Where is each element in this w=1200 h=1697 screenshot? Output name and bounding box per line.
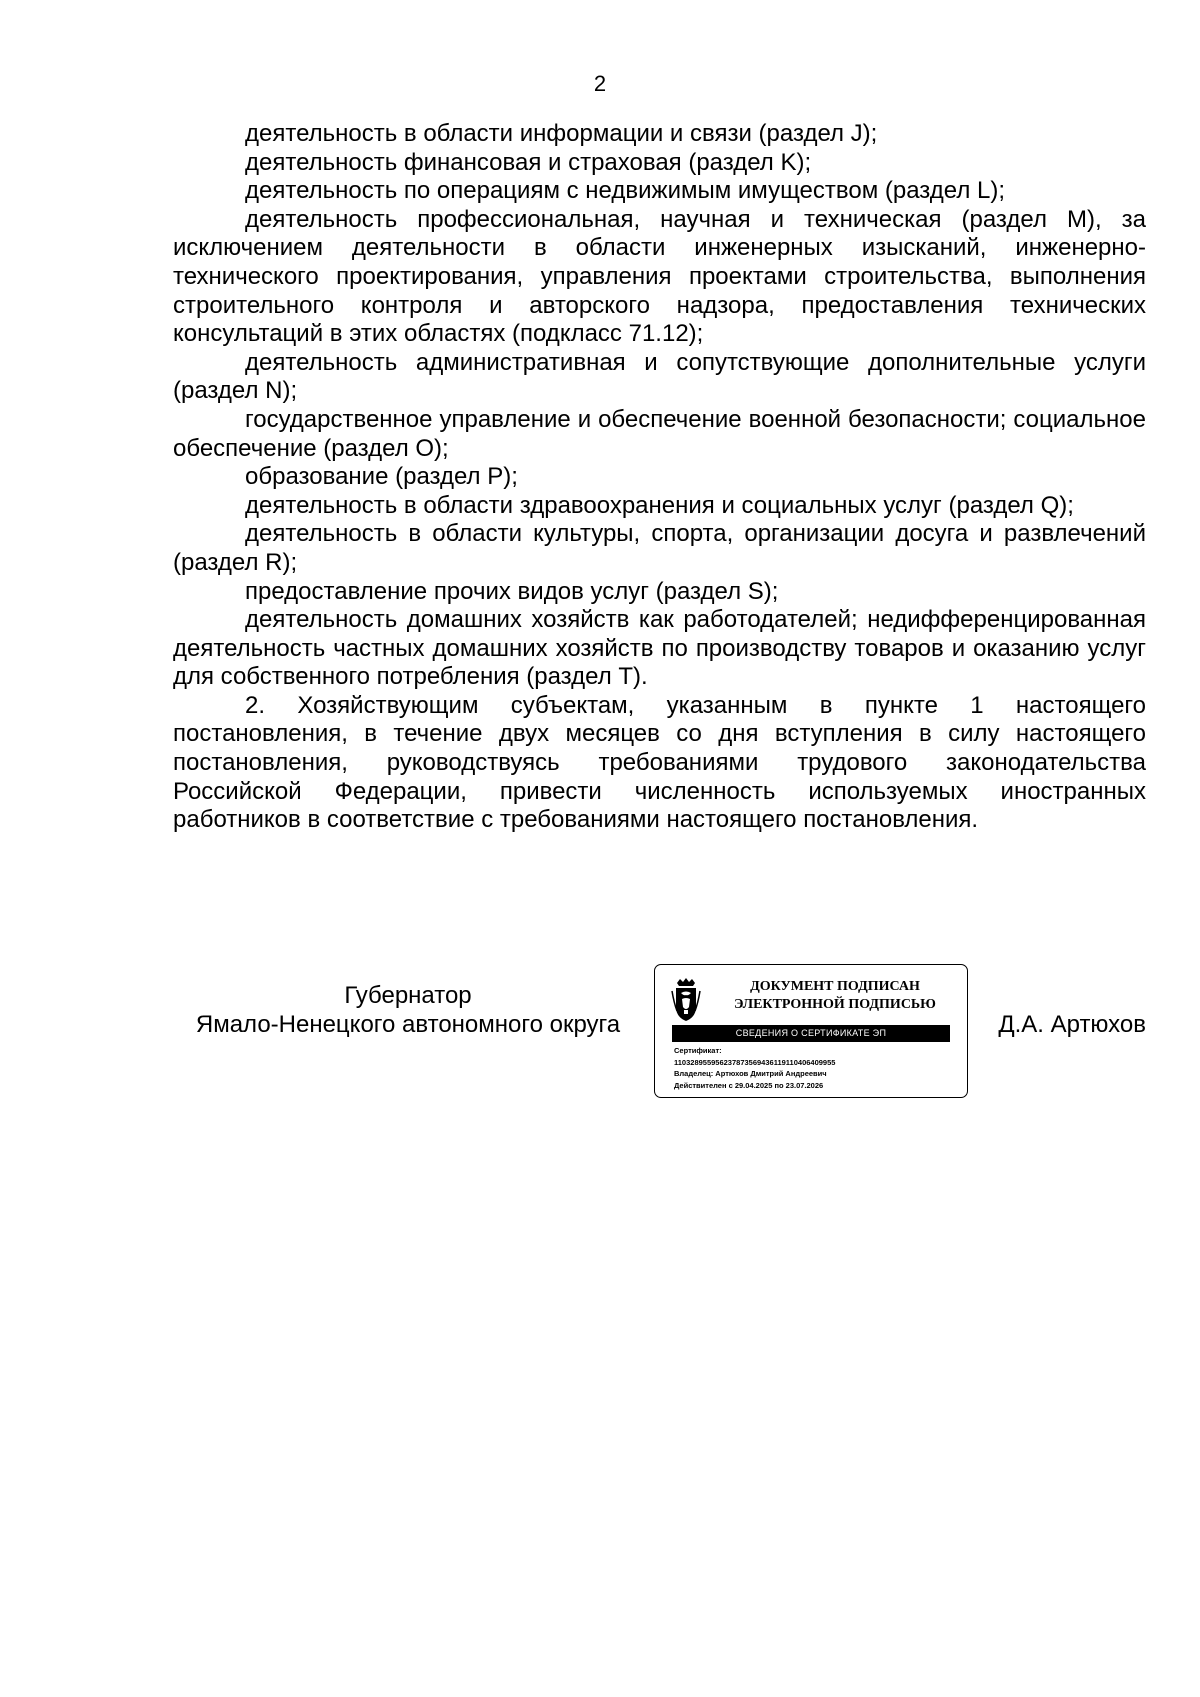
paragraph-section-t: деятельность домашних хозяйств как работодателей; недифференцированная деятельность частных домашних хозяйств по производству товаров и оказанию услуг для собственного потребления (раздел T). (173, 606, 1146, 691)
paragraph-section-s: предоставление прочих видов услуг (раздел S); (245, 577, 779, 605)
signature-block (173, 964, 1146, 1104)
yamal-coat-of-arms-icon (671, 977, 701, 1023)
paragraph-section-r: деятельность в области культуры, спорта, организации досуга и развлечений (раздел R); (173, 520, 1146, 576)
paragraph-section-j: деятельность в области информации и связи (раздел J); (245, 120, 878, 147)
document-body (173, 120, 1146, 835)
stamp-title (705, 978, 965, 1014)
paragraph-section-k: деятельность финансовая и страховая (раздел K); (245, 148, 812, 176)
paragraph-section-p: образование (раздел P); (245, 463, 518, 491)
certificate-owner: Владелец: Артюхов Дмитрий Андреевич (674, 1069, 827, 1078)
paragraph-section-q: деятельность в области здравоохранения и социальных услуг (раздел Q); (245, 491, 1074, 519)
paragraph-section-l: деятельность по операциям с недвижимым имуществом (раздел L); (245, 177, 1006, 205)
electronic-signature-stamp (654, 964, 968, 1098)
certificate-label: Сертификат: (674, 1046, 722, 1055)
paragraph-clause-2: 2. Хозяйствующим субъектам, указанным в пункте 1 настоящего постановления, в течение двух месяцев со дня вступления в силу настоящего постановления, руководствуясь требованиями трудового законодательства Российской Федерации, привести численность используемых иностранных работников в соответствие с требованиями настоящего постановления. (173, 691, 1146, 834)
signer-position-line2: Ямало-Ненецкого автономного округа (195, 1010, 621, 1038)
certificate-validity: Действителен с 29.04.2025 по 23.07.2026 (674, 1080, 824, 1090)
stamp-title-line2: ЭЛЕКТРОННОЙ ПОДПИСЬЮ (734, 997, 936, 1012)
stamp-certificate-details (674, 1045, 964, 1091)
stamp-title-line1: ДОКУМЕНТ ПОДПИСАН (750, 979, 920, 994)
paragraph-section-m: деятельность профессиональная, научная и техническая (раздел M), за исключением деятельности в области инженерных изысканий, инженерно-технического проектирования, управления проектами строительства, выполнения строительного контроля и авторского надзора, предоставления технических консультаций в этих областях (подкласс 71.12); (173, 205, 1146, 348)
page-number: 2 (593, 71, 607, 96)
paragraph-section-o: государственное управление и обеспечение военной безопасности; социальное обеспечение (раздел O); (173, 405, 1146, 462)
certificate-number: 110328955956237873569436119110406409955 (674, 1057, 836, 1067)
signer-position (173, 982, 643, 1039)
signer-name: Д.А. Артюхов (998, 1011, 1146, 1038)
signer-position-line1: Губернатор (344, 982, 472, 1009)
stamp-certificate-bar: СВЕДЕНИЯ О СЕРТИФИКАТЕ ЭП (672, 1025, 950, 1042)
paragraph-section-n: деятельность административная и сопутствующие дополнительные услуги (раздел N); (173, 348, 1146, 405)
